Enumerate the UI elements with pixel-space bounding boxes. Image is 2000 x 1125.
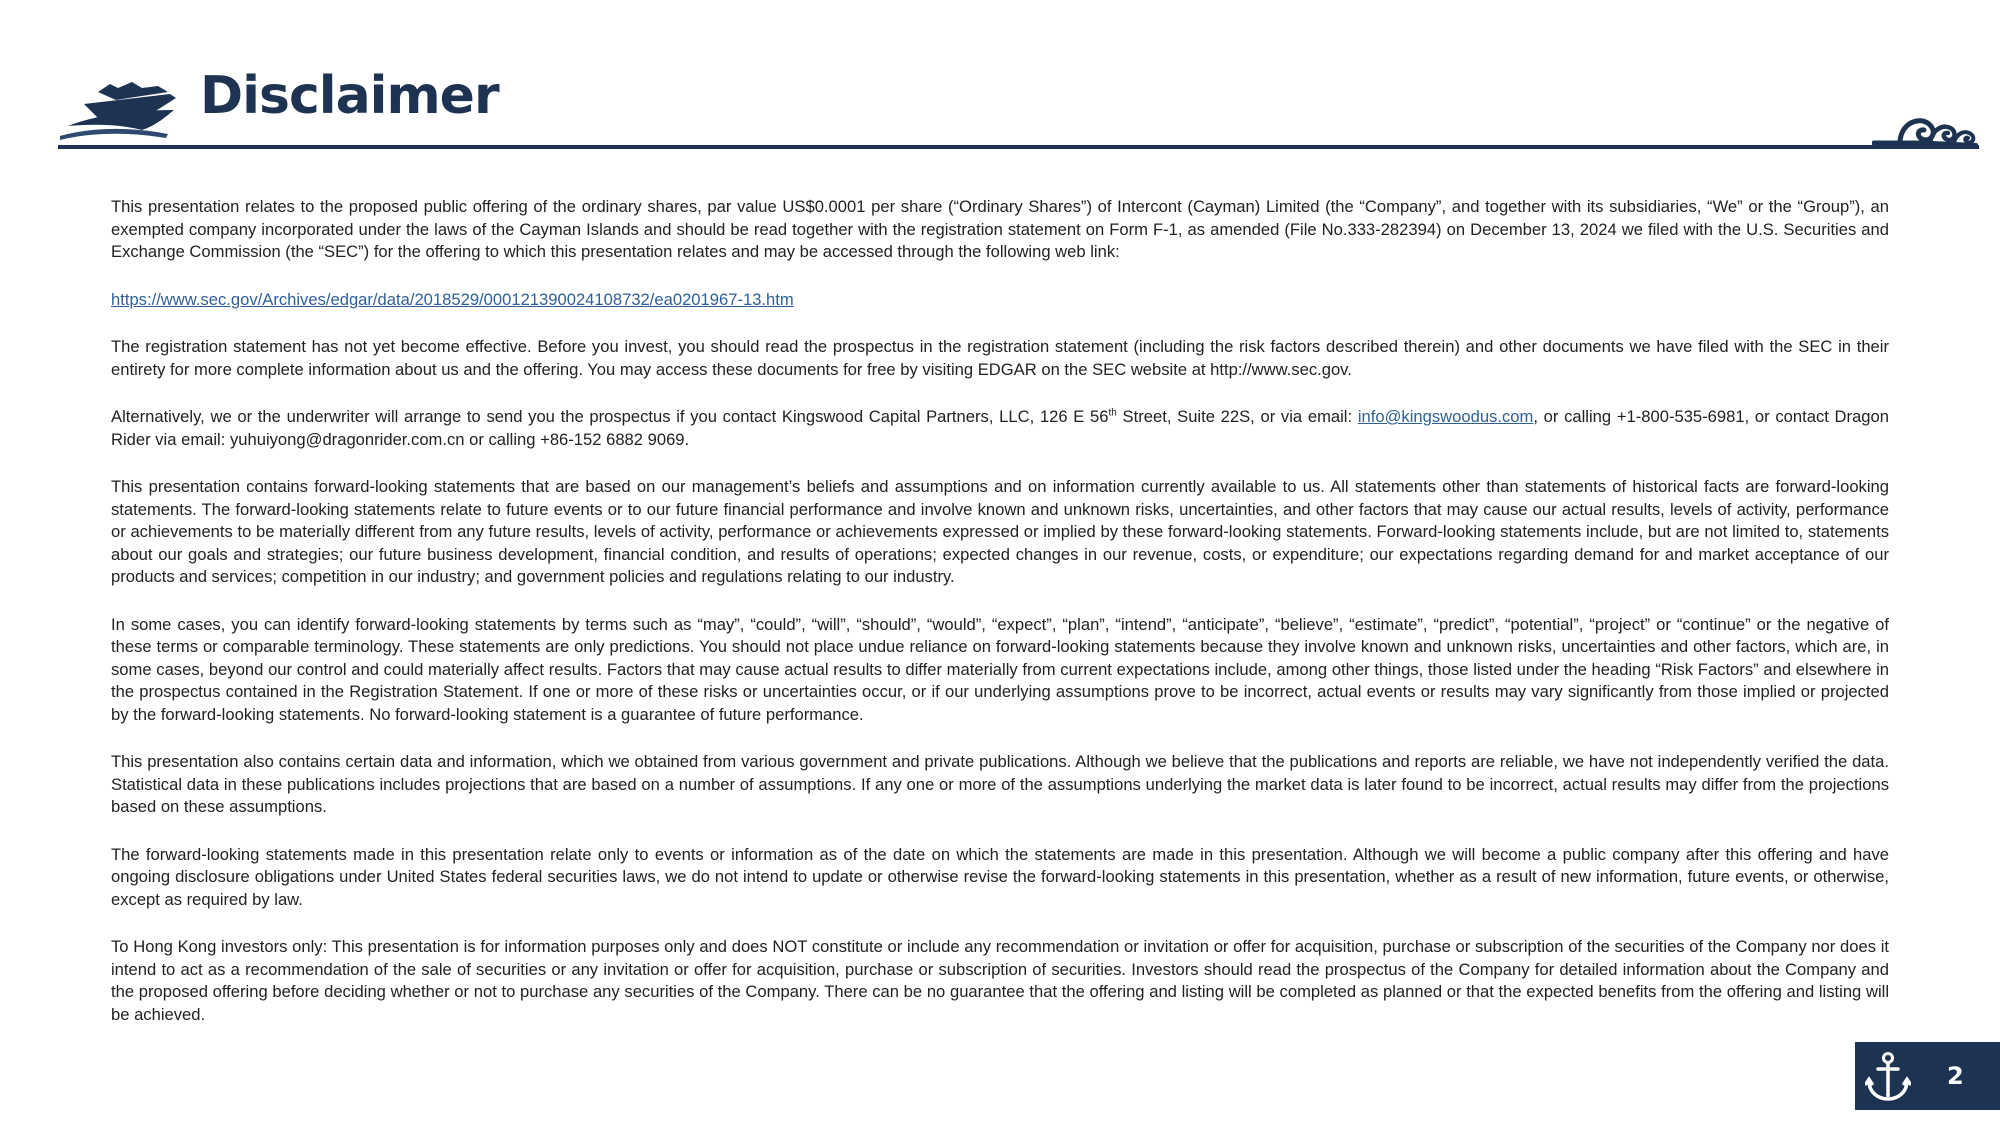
paragraph-update-policy: The forward-looking statements made in this presentation relate only to events or information as of the date on which the statements are made in this presentation. Although we will become a public company after this offering and have ongoing disclosure obligations under United States federal securities laws, we do not intend to update or otherwise revise the forward-looking statements in this presentation, whether as a result of new information, future events, or otherwise, except as required by law. xyxy=(111,844,1889,909)
page-title: Disclaimer xyxy=(200,66,499,126)
paragraph-identify-terms: In some cases, you can identify forward-looking statements by terms such as “may”, “could”, “will”, “should”, “would”, “expect”, “plan”, “intend”, “anticipate”, “believe”, “estimate”, “predict”, “potential”, “project” or “continue” or the negative of these terms or comparable terminology. These statements are only predictions. You should not place undue reliance on forward-looking statements because they involve known and unknown risks, uncertainties and other factors, which are, in some cases, beyond our control and could materially affect results. Factors that may cause actual results to differ materially from current expectations include, among other things, those listed under the heading “Risk Factors” and elsewhere in the prospectus contained in the Registration Statement. If one or more of these risks or uncertainties occur, or if our underlying assumptions prove to be incorrect, actual events or results may vary significantly from those implied or projected by the forward-looking statements. No forward-looking statement is a guarantee of future performance. xyxy=(111,614,1889,724)
paragraph-contact xyxy=(111,406,1889,451)
wave-swirl-icon xyxy=(1872,105,1980,151)
ship-logo-icon xyxy=(58,74,178,140)
contact-text-b: Street, Suite 22S, or via email: xyxy=(1116,407,1358,426)
email-link[interactable]: info@kingswoodus.com xyxy=(1357,407,1534,426)
paragraph-offering: This presentation relates to the proposed public offering of the ordinary shares, par value US$0.0001 per share (“Ordinary Shares”) of Intercont (Cayman) Limited (the “Company”, and together with its subsidiaries, “We” or the “Group”), an exempted company incorporated under the laws of the Cayman Islands and should be read together with the registration statement on Form F-1, as amended (File No.333-282394) on December 13, 2024 we filed with the U.S. Securities and Exchange Commission (the “SEC”) for the offering to which this presentation relates and may be accessed through the following web link: xyxy=(111,197,1889,261)
page-number: 2 xyxy=(1947,1062,1964,1090)
paragraph-forward-looking: This presentation contains forward-looking statements that are based on our management’s beliefs and assumptions and on information currently available to us. All statements other than statements of historical facts are forward-looking statements. The forward-looking statements relate to future events or to our future financial performance and involve known and unknown risks, uncertainties, and other factors that may cause our actual results, levels of activity, performance or achievements to be materially different from any future results, levels of activity, performance or achievements expressed or implied by these forward-looking statements. Forward-looking statements include, but are not limited to, statements about our goals and strategies; our future business development, financial condition, and results of operations; expected changes in our revenue, costs, or expenditure; our expectations regarding demand for and market acceptance of our products and services; competition in our industry; and government policies and regulations relating to our industry. xyxy=(111,477,1889,586)
contact-text-c: , or calling +1-800-535-6981, or contact Dragon Rider via email: yuhuiyong@dragonrider.com.cn or calling +86-152 6882 9069. xyxy=(111,407,1889,449)
paragraph-hong-kong: To Hong Kong investors only: This presentation is for information purposes only and does NOT constitute or include any recommendation or invitation or offer for acquisition, purchase or subscription of the securities of the Company nor does it intend to act as a recommendation of the sale of securities or any invitation or offer for acquisition, purchase or subscription of securities. Investors should read the prospectus of the Company for detailed information about the Company and the proposed offering before deciding whether or not to purchase any securities of the Company. There can be no guarantee that the offering and listing will be completed as planned or that the expected benefits from the offering and listing will be achieved. xyxy=(111,937,1889,1024)
sec-filing-link[interactable]: https://www.sec.gov/Archives/edgar/data/2018529/000121390024108732/ea0201967-13.htm xyxy=(111,289,794,309)
header-divider xyxy=(58,145,1979,149)
paragraph-sec-link xyxy=(111,289,1889,312)
paragraph-registration: The registration statement has not yet become effective. Before you invest, you should read the prospectus in the registration statement (including the risk factors described therein) and other documents we have filed with the SEC in their entirety for more complete information about us and the offering. You may access these documents for free by visiting EDGAR on the SEC website at http://www.sec.gov. xyxy=(111,337,1889,379)
slide-header xyxy=(0,0,2000,160)
paragraph-data-sources: This presentation also contains certain data and information, which we obtained from various government and private publications. Although we believe that the publications and reports are reliable, we have not independently verified the data. Statistical data in these publications includes projections that are based on a number of assumptions. If any one or more of the assumptions underlying the market data is later found to be incorrect, actual results may differ from the projections based on these assumptions. xyxy=(111,752,1889,816)
disclaimer-body xyxy=(111,196,1889,1051)
ordinal-superscript: th xyxy=(1108,407,1117,419)
page-number-badge xyxy=(1855,1042,2000,1110)
contact-text-a: Alternatively, we or the underwriter will arrange to send you the prospectus if you contact Kingswood Capital Partners, LLC, 126 E 56 xyxy=(111,407,1109,426)
anchor-icon xyxy=(1865,1051,1911,1103)
